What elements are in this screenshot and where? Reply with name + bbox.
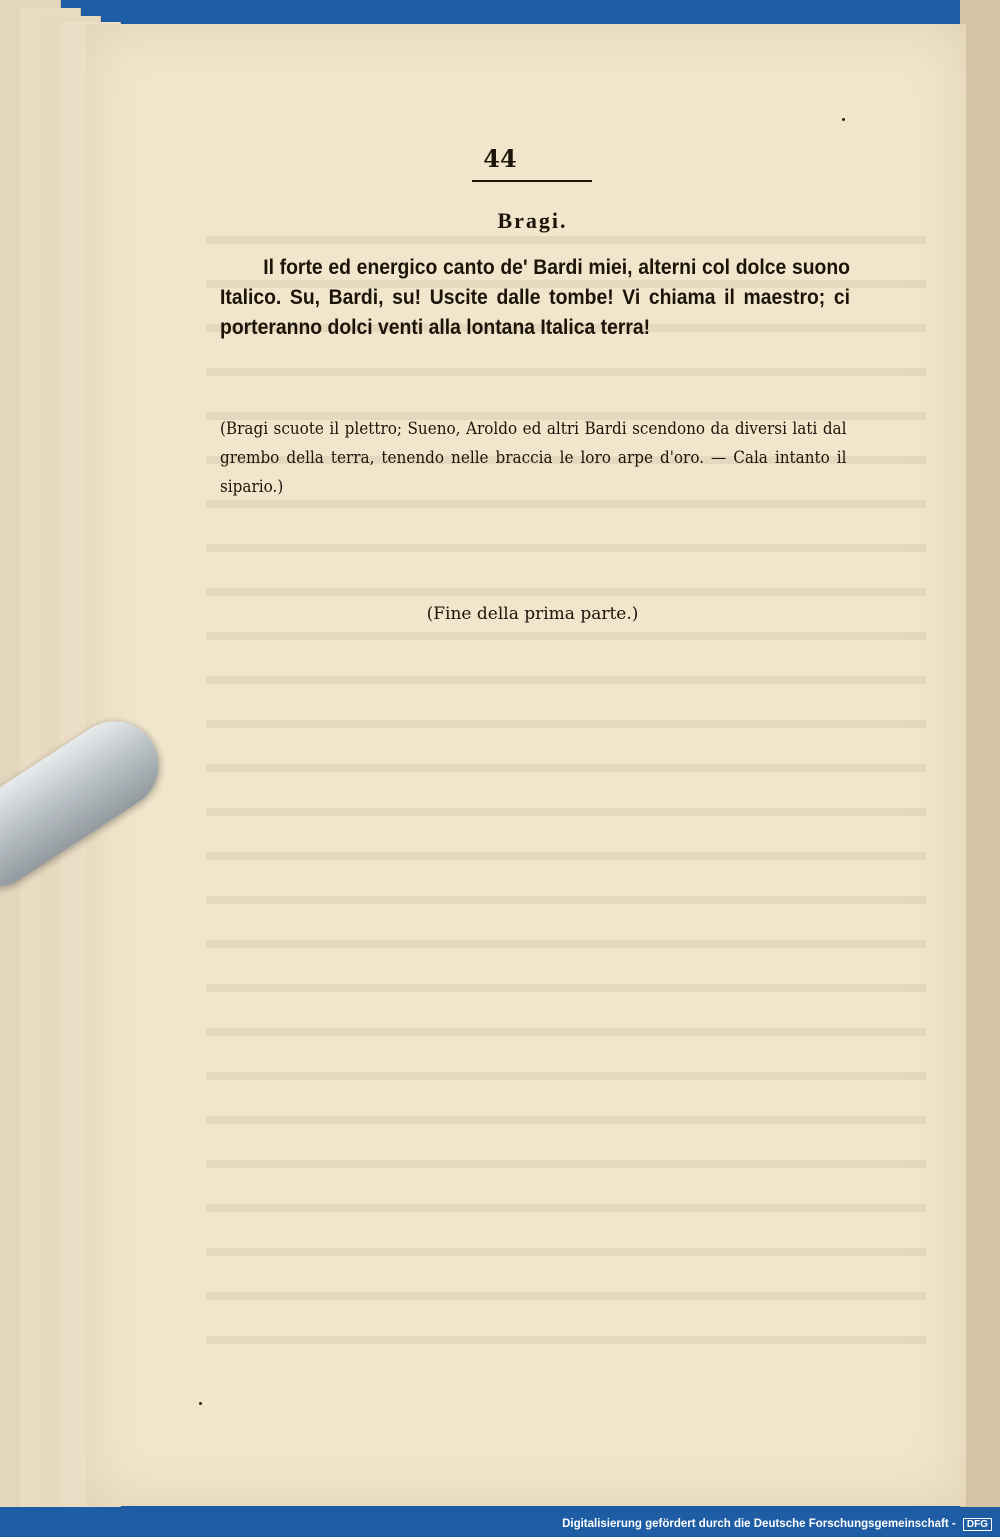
page-number: 44 (483, 144, 517, 173)
speech-paragraph: Il forte ed energico canto de' Bardi miei, alterni col dolce suono Italico. Su, Bardi, su! Uscite dalle tombe! Vi chiama il maestro; ci porteranno dolci venti alla lontana Italica terra! (220, 255, 850, 339)
paper-speck (842, 118, 845, 121)
stage-direction: (Bragi scuote il plettro; Sueno, Aroldo ed altri Bardi scendono da diversi lati dal grembo della terra, tenendo nelle braccia le loro arpe d'oro. — Cala intanto il sipario.) (220, 419, 847, 497)
footer-credit-text: Digitalisierung gefördert durch die Deutsche Forschungsgemeinschaft - (562, 1518, 956, 1530)
closing-note: (Fine della prima parte.) (426, 604, 639, 624)
speaker-name: Bragi. (497, 208, 568, 233)
paper-speck (199, 1402, 202, 1405)
show-through-text (206, 214, 926, 1354)
footer-credit (562, 1518, 992, 1531)
page-number-rule (472, 180, 592, 182)
book-page (86, 24, 966, 1506)
dfg-logo: DFG (963, 1518, 992, 1531)
